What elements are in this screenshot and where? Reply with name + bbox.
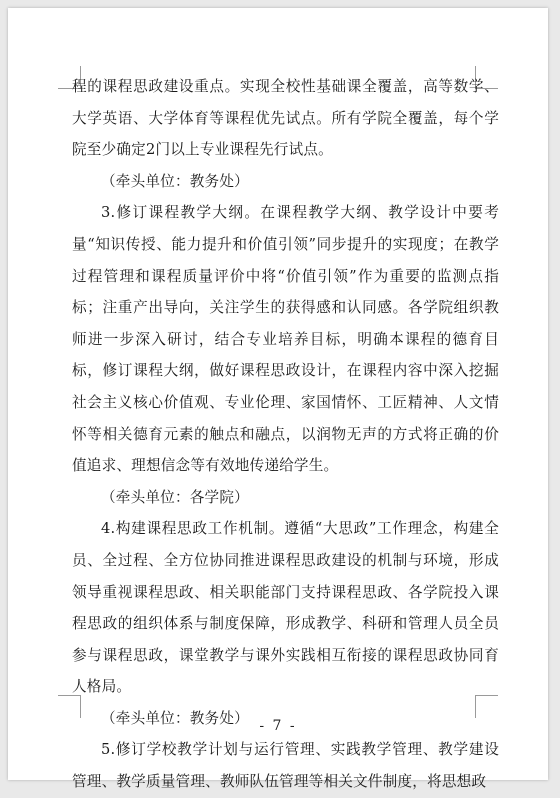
paragraph-continuation: 程的课程思政建设重点。实现全校性基础课全覆盖，高等数学、大学英语、大学体育等课程优先试点。所有学院全覆盖，每个学院至少确定2门以上专业课程先行试点。: [72, 78, 499, 159]
paragraph-lead-unit: （牵头单位：教务处）: [101, 172, 249, 190]
paragraph-item-3: 3.修订课程教学大纲。在课程教学大纲、教学设计中要考量“知识传授、能力提升和价值引领”同步提升的实现度；在教学过程管理和课程质量评价中将“价值引领”作为重要的监测点指标；注重产出导向，关注学生的获得感和认同感。各学院组织教师进一步深入研讨，结合专业培养目标，明确本课程的德育目标，修订课程大纲，做好课程思政设计，在课程内容中深入挖掘社会主义核心价值观、专业伦理、家国情怀、工匠精神、人文情怀等相关德育元素的触点和融点，以润物无声的方式将正确的价值追求、理想信念等有效地传递给学生。: [72, 204, 499, 475]
document-body: [72, 71, 499, 798]
document-page: [8, 8, 548, 791]
page-number: - 7 -: [259, 718, 297, 734]
paragraph-lead-unit: （牵头单位：各学院）: [101, 488, 249, 506]
paragraph-lead-unit: （牵头单位：教务处）: [101, 709, 249, 727]
paragraph-item-4: 4.构建课程思政工作机制。遵循“大思政”工作理念，构建全员、全过程、全方位协同推进课程思政建设的机制与环境，形成领导重视课程思政、相关职能部门支持课程思政、各学院投入课程思政的组织体系与制度保障，形成教学、科研和管理人员全员参与课程思政，课堂教学与课外实践相互衔接的课程思政协同育人格局。: [72, 520, 499, 696]
paragraph-item-5: 5.修订学校教学计划与运行管理、实践教学管理、教学建设管理、教学质量管理、教师队伍管理等相关文件制度，将思想政: [72, 741, 499, 791]
